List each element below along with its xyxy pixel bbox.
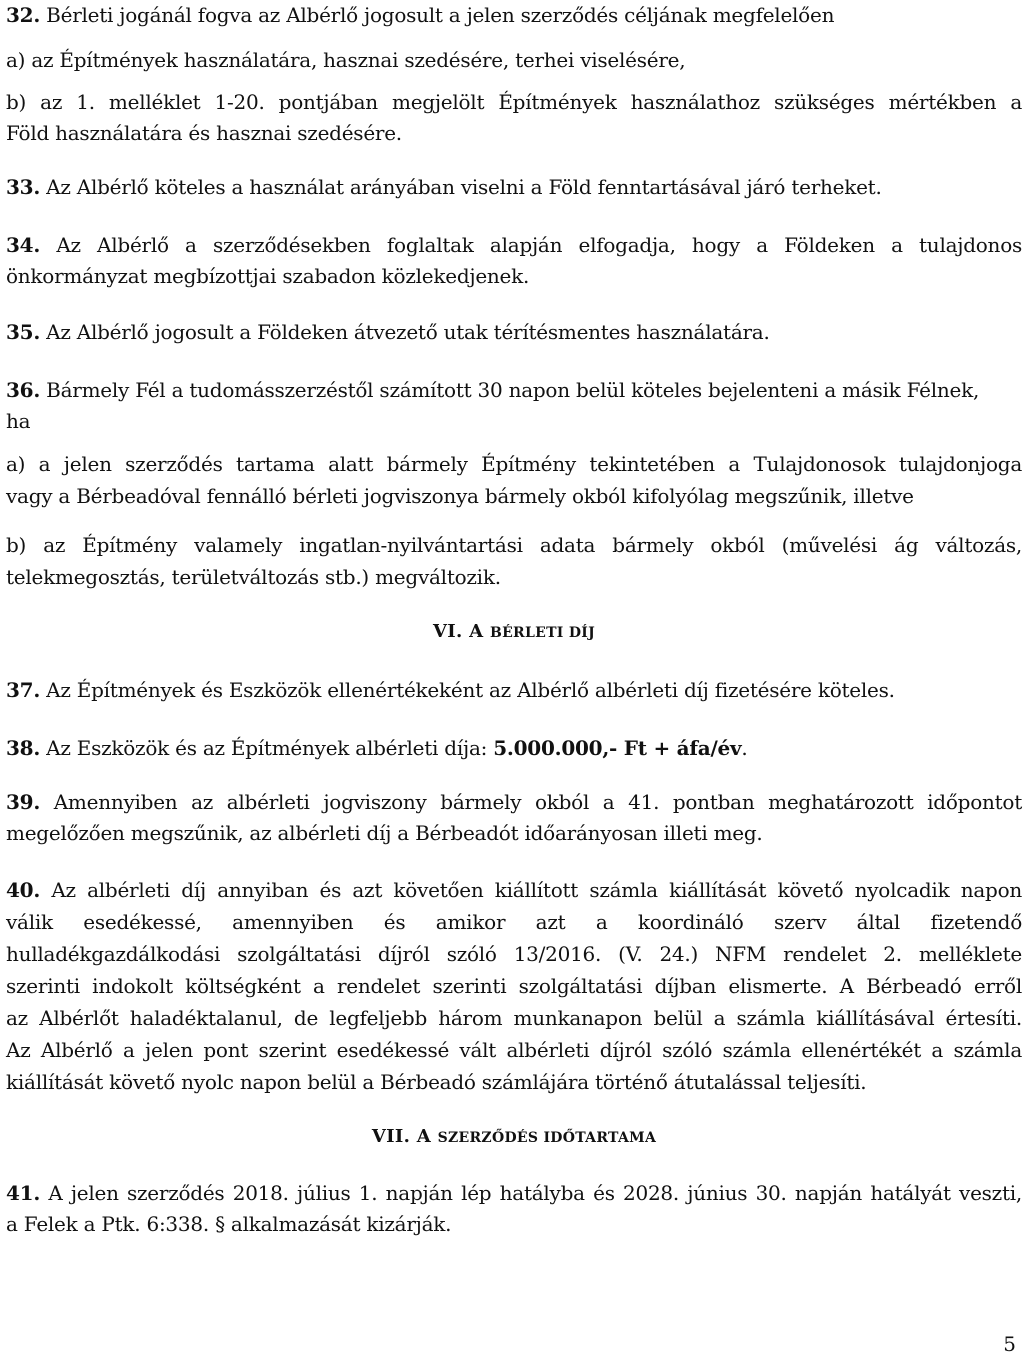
paragraph-36-line2: ha (6, 409, 31, 433)
paragraph-text: Az Albérlő jogosult a Földeken átvezető utak térítésmentes használatára. (46, 320, 770, 344)
paragraph-number: 36. (6, 378, 41, 402)
paragraph-36-line1 (6, 375, 1022, 405)
paragraph-36-item-b-line2: telekmegosztás, területváltozás stb.) megváltozik. (6, 565, 501, 589)
paragraph-32-item-b-line2: Föld használatára és hasznai szedésére. (6, 121, 402, 145)
paragraph-text: Az Eszközök és az Építmények albérleti díja: (46, 736, 494, 760)
paragraph-text: Bármely Fél a tudomásszerzéstől számított 30 napon belül köteles bejelenteni a másik Félnek, (46, 378, 980, 402)
paragraph-33 (6, 172, 1022, 202)
paragraph-34-line2: önkormányzat megbízottjai szabadon közlekedjenek. (6, 264, 530, 288)
paragraph-36-item-a-line2: vagy a Bérbeadóval fennálló bérleti jogviszonya bármely okból kifolyólag megszűnik, illetve (6, 484, 914, 508)
paragraph-text: Bérleti jogánál fogva az Albérlő jogosult a jelen szerződés céljának megfelelően (46, 3, 835, 27)
paragraph-number: 37. (6, 678, 41, 702)
paragraph-text: Az albérleti díj annyiban és azt követően kiállított számla kiállítását követő nyolcadik napon (51, 878, 1022, 902)
paragraph-39-line1 (6, 787, 1022, 817)
section-title-first: A (416, 1126, 438, 1147)
paragraph-35 (6, 317, 1022, 347)
paragraph-32 (6, 0, 1022, 30)
section-title-first: A (469, 621, 490, 642)
paragraph-number: 35. (6, 320, 41, 344)
paragraph-text: Az Albérlő a szerződésekben foglaltak alapján elfogadja, hogy a Földeken a tulajdonos (56, 233, 1022, 257)
paragraph-38 (6, 733, 1022, 763)
page-number: 5 (1003, 1332, 1016, 1356)
section-numeral: VI. (432, 621, 463, 642)
paragraph-text: A jelen szerződés 2018. július 1. napján lép hatályba és 2028. június 30. napján hatályát veszti, (48, 1181, 1022, 1205)
paragraph-36-item-b-line1: b) az Építmény valamely ingatlan-nyilvántartási adata bármely okból (művelési ág változás, (6, 533, 1022, 557)
paragraph-41-line2: a Felek a Ptk. 6:338. § alkalmazását kizárják. (6, 1212, 452, 1236)
paragraph-36-item-a-line1: a) a jelen szerződés tartama alatt bármely Építmény tekintetében a Tulajdonosok tulajdonjoga (6, 452, 1022, 476)
paragraph-37 (6, 675, 1022, 705)
paragraph-end: . (741, 736, 748, 760)
paragraph-number: 41. (6, 1181, 41, 1205)
paragraph-40-line7: kiállítását követő nyolc napon belül a Bérbeadó számlájára történő átutalással teljesíti. (6, 1070, 867, 1094)
paragraph-41-line1 (6, 1178, 1022, 1208)
paragraph-number: 39. (6, 790, 41, 814)
paragraph-34-line1 (6, 230, 1022, 260)
section-numeral: VII. (371, 1126, 411, 1147)
paragraph-32-item-a: a) az Építmények használatára, hasznai szedésére, terhei viselésére, (6, 48, 686, 72)
rent-amount: 5.000.000,- Ft + áfa/év (493, 736, 742, 760)
section-title-rest: SZERZŐDÉS IDŐTARTAMA (437, 1130, 657, 1146)
paragraph-text: Az Albérlő köteles a használat arányában viselni a Föld fenntartásával járó terheket. (46, 175, 882, 199)
paragraph-39-line2: megelőzően megszűnik, az albérleti díj a Bérbeadót időarányosan illeti meg. (6, 821, 763, 845)
paragraph-32-item-b-line1: b) az 1. melléklet 1-20. pontjában megjelölt Építmények használathoz szükséges mértékben a (6, 90, 1022, 114)
paragraph-number: 38. (6, 736, 41, 760)
section-title-rest: BÉRLETI DÍJ (489, 625, 596, 641)
paragraph-40-line3: hulladékgazdálkodási szolgáltatási díjról szóló 13/2016. (V. 24.) NFM rendelet 2. melléklete (6, 942, 1022, 966)
paragraph-number: 33. (6, 175, 41, 199)
paragraph-number: 40. (6, 878, 41, 902)
paragraph-number: 34. (6, 233, 41, 257)
paragraph-40-line5: az Albérlőt haladéktalanul, de legfeljebb három munkanapon belül a számla kiállításával értesíti. (6, 1006, 1022, 1030)
paragraph-number: 32. (6, 3, 41, 27)
paragraph-40-line4: szerinti indokolt költségként a rendelet szerinti szolgáltatási díjban elismerte. A Bérbeadó erről (6, 974, 1022, 998)
section-heading-vi (6, 617, 1022, 648)
paragraph-40-line1 (6, 875, 1022, 905)
paragraph-40-line6: Az Albérlő a jelen pont szerint esedékessé vált albérleti díjról szóló számla ellenértékét a számla (6, 1038, 1022, 1062)
paragraph-40-line2: válik esedékessé, amennyiben és amikor azt a koordináló szerv által fizetendő (6, 910, 1022, 934)
section-heading-vii (6, 1122, 1022, 1153)
paragraph-text: Az Építmények és Eszközök ellenértékeként az Albérlő albérleti díj fizetésére köteles. (46, 678, 895, 702)
paragraph-text: Amennyiben az albérleti jogviszony bármely okból a 41. pontban meghatározott időpontot (53, 790, 1022, 814)
